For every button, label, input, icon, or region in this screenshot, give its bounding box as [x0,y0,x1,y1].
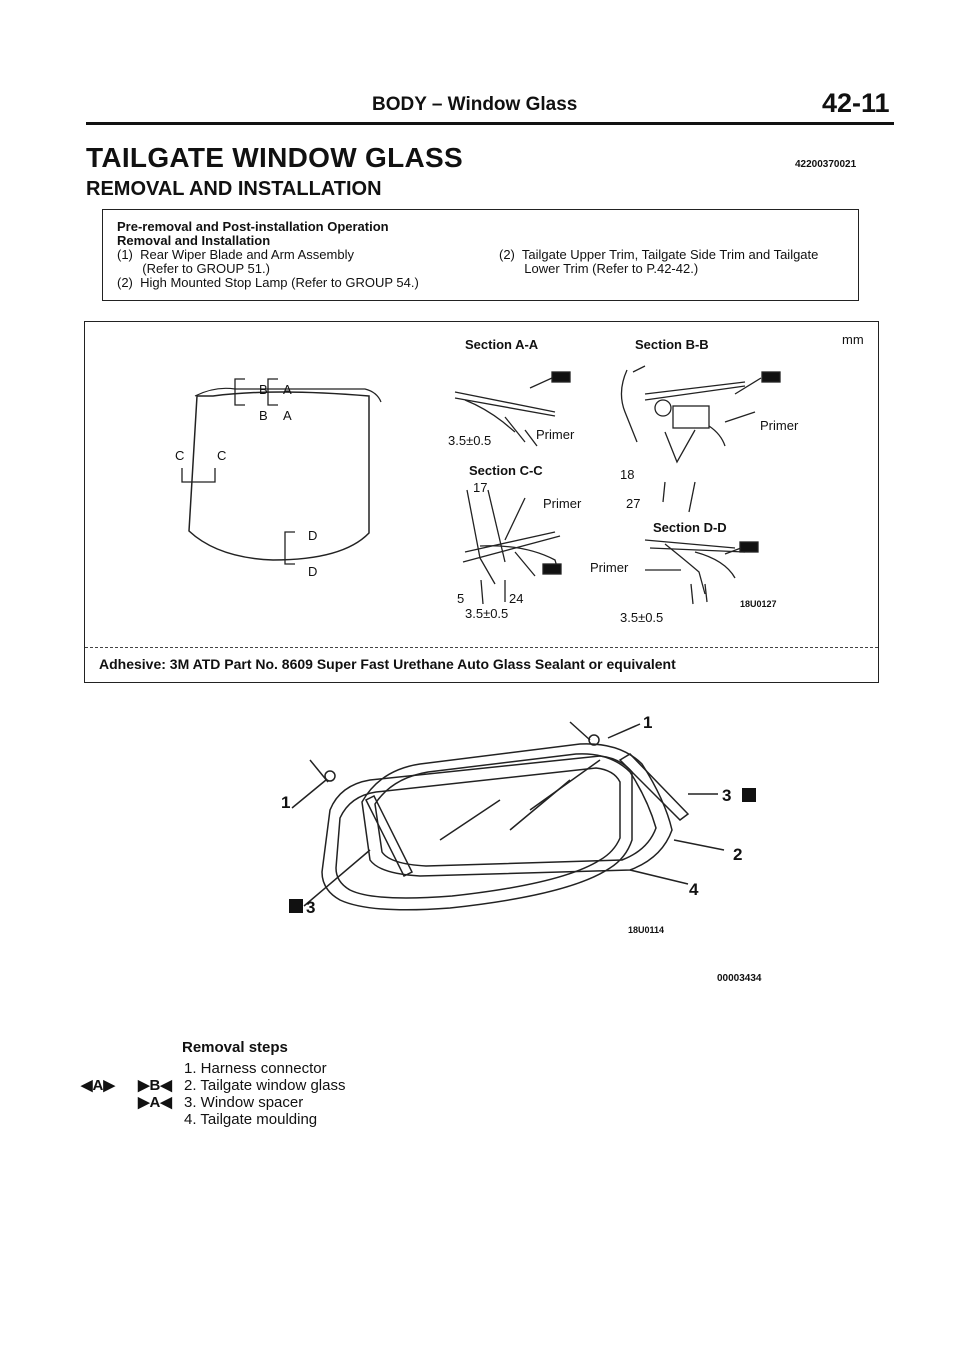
dim-label: 24 [509,591,524,606]
mark-a: A [283,408,292,423]
mark-c: C [217,448,227,463]
removal-steps-heading: Removal steps [182,1039,288,1056]
section-title: TAILGATE WINDOW GLASS [86,142,463,173]
removal-step: 4. Tailgate moulding [184,1111,318,1128]
document-number: 42200370021 [795,159,857,170]
operation-box [102,209,859,301]
page-number: 42-11 [822,88,890,118]
adhesive-note: Adhesive: 3M ATD Part No. 8609 Super Fast Urethane Auto Glass Sealant or equivalent [99,656,676,672]
page-code: 00003434 [717,973,762,984]
operation-left-item: (Refer to GROUP 51.) [117,261,270,276]
callout-3: 3 [722,786,732,805]
operation-left-item: (1) Rear Wiper Blade and Arm Assembly [117,247,354,262]
service-marker: ▶A◀ [138,1094,172,1111]
operation-heading-1: Pre-removal and Post-installation Operation [117,219,389,234]
callout-2: 2 [733,845,743,864]
section-subtitle: REMOVAL AND INSTALLATION [86,178,382,200]
callout-1: 1 [643,713,653,732]
operation-right-item: Lower Trim (Refer to P.42-42.) [499,261,699,276]
label-section-cc: Section C-C [469,463,543,478]
removal-step: 1. Harness connector [184,1060,327,1077]
dim-label: 5 [457,591,465,606]
dim-label: 18 [620,467,635,482]
mark-c: C [175,448,185,463]
mark-b: B [259,382,268,397]
label-section-dd: Section D-D [653,520,727,535]
primer-label: Primer [536,427,575,442]
removal-step: 3. Window spacer [184,1094,304,1111]
figure-code: 18U0127 [740,599,777,609]
header-rule [86,122,894,125]
label-section-bb: Section B-B [635,337,709,352]
primer-label: Primer [590,560,629,575]
figure-code: 18U0114 [628,925,665,935]
primer-label: Primer [543,496,582,511]
callout-3: 3 [306,898,316,917]
dim-label: 3.5±0.5 [465,606,509,621]
operation-right-item: (2) Tailgate Upper Trim, Tailgate Side Trim and Tailgate [499,247,819,262]
label-section-aa: Section A-A [465,337,539,352]
mark-a: A [283,382,292,397]
operation-heading-2: Removal and Installation [117,233,271,248]
dim-label: 27 [626,496,641,511]
exploded-view-diagram [270,700,770,940]
section-diagram-box [84,321,879,683]
divider [85,647,878,648]
operation-left-item: (2) High Mounted Stop Lamp (Refer to GROUP 54.) [117,275,419,290]
mark-d: D [308,528,318,543]
mark-d: D [308,564,318,579]
dim-label: 3.5±0.5 [620,610,664,625]
service-marker: ◀A▶ [81,1077,115,1094]
dim-label: 17 [473,480,488,495]
mark-b: B [259,408,268,423]
callout-1: 1 [281,793,291,812]
service-marker: ▶B◀ [138,1077,172,1094]
running-header-title: BODY – Window Glass [372,94,578,115]
removal-step: 2. Tailgate window glass [184,1077,346,1094]
dim-label: 3.5±0.5 [448,433,492,448]
unit-label: mm [842,332,864,347]
callout-4: 4 [689,880,699,899]
primer-label: Primer [760,418,799,433]
